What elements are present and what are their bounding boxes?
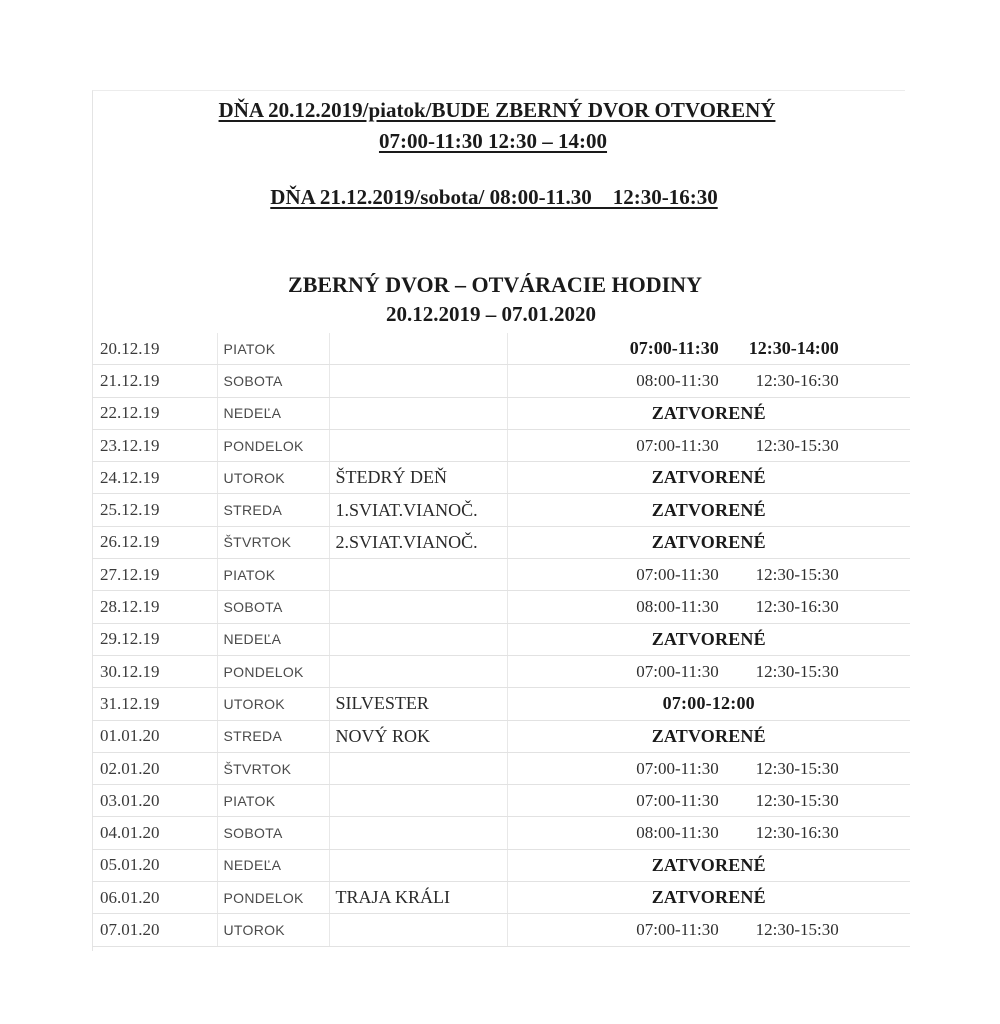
weekday-cell: STREDA — [217, 494, 329, 526]
weekday-cell: PIATOK — [217, 333, 329, 365]
hours-cell — [507, 914, 910, 946]
table-row — [92, 720, 910, 752]
morning-hours: 07:00-11:30 — [636, 919, 719, 939]
hours-cell — [507, 462, 910, 494]
weekday-cell: PIATOK — [217, 785, 329, 817]
weekday-cell: NEDEĽA — [217, 397, 329, 429]
table-row — [92, 333, 910, 365]
morning-hours: 07:00-11:30 — [629, 338, 719, 359]
date-cell: 07.01.20 — [92, 914, 217, 946]
table-row — [92, 849, 910, 881]
table-row — [92, 882, 910, 914]
weekday-cell: SOBOTA — [217, 365, 329, 397]
afternoon-hours: 12:30-14:00 — [748, 338, 839, 359]
table-row — [92, 397, 910, 429]
closed-status: ZATVORENÉ — [651, 499, 766, 520]
table-row — [92, 559, 910, 591]
hours-cell — [507, 849, 910, 881]
hours-cell — [507, 882, 910, 914]
table-row — [92, 494, 910, 526]
weekday-cell: UTOROK — [217, 914, 329, 946]
date-cell: 02.01.20 — [92, 752, 217, 784]
holiday-note-cell — [329, 365, 507, 397]
hours-cell — [507, 623, 910, 655]
hours-cell — [507, 397, 910, 429]
date-cell: 30.12.19 — [92, 655, 217, 687]
table-row — [92, 591, 910, 623]
holiday-note-cell — [329, 397, 507, 429]
date-cell: 31.12.19 — [92, 688, 217, 720]
weekday-cell: ŠTVRTOK — [217, 752, 329, 784]
holiday-note-cell — [329, 785, 507, 817]
weekday-cell: SOBOTA — [217, 817, 329, 849]
hours-cell — [507, 559, 910, 591]
hours-cell — [507, 655, 910, 687]
date-cell: 06.01.20 — [92, 882, 217, 914]
holiday-note-cell: NOVÝ ROK — [329, 720, 507, 752]
weekday-cell: STREDA — [217, 720, 329, 752]
closed-status: ZATVORENÉ — [651, 725, 766, 746]
weekday-cell: UTOROK — [217, 688, 329, 720]
date-cell: 26.12.19 — [92, 526, 217, 558]
hours-cell — [507, 785, 910, 817]
table-row — [92, 817, 910, 849]
weekday-cell: ŠTVRTOK — [217, 526, 329, 558]
weekday-cell: PONDELOK — [217, 882, 329, 914]
afternoon-hours: 12:30-16:30 — [755, 370, 839, 390]
morning-hours: 08:00-11:30 — [636, 823, 719, 843]
afternoon-hours: 12:30-15:30 — [755, 919, 839, 939]
closed-status: ZATVORENÉ — [651, 531, 766, 552]
hours-cell — [507, 333, 910, 365]
holiday-note-cell — [329, 817, 507, 849]
closed-status: ZATVORENÉ — [651, 467, 766, 488]
afternoon-hours: 12:30-15:30 — [755, 661, 839, 681]
afternoon-hours: 12:30-16:30 — [755, 823, 839, 843]
morning-hours: 08:00-11:30 — [636, 597, 719, 617]
holiday-note-cell — [329, 333, 507, 365]
table-body — [92, 333, 910, 946]
table-row — [92, 526, 910, 558]
hours-cell — [507, 752, 910, 784]
hours-cell — [507, 688, 910, 720]
hours-cell — [507, 365, 910, 397]
notice-line-1: DŇA 20.12.2019/piatok/BUDE ZBERNÝ DVOR OTVORENÝ — [218, 98, 776, 122]
date-cell: 27.12.19 — [92, 559, 217, 591]
hours-cell — [507, 494, 910, 526]
holiday-note-cell: TRAJA KRÁLI — [329, 882, 507, 914]
morning-hours: 07:00-11:30 — [636, 435, 719, 455]
closed-status: ZATVORENÉ — [651, 854, 766, 875]
closed-status: ZATVORENÉ — [651, 402, 766, 423]
date-cell: 23.12.19 — [92, 429, 217, 461]
schedule-title: ZBERNÝ DVOR – OTVÁRACIE HODINY — [288, 272, 702, 297]
table-row — [92, 914, 910, 946]
holiday-note-cell — [329, 914, 507, 946]
table-row — [92, 429, 910, 461]
table-row — [92, 623, 910, 655]
hours-cell — [507, 526, 910, 558]
weekday-cell: PIATOK — [217, 559, 329, 591]
closed-status: ZATVORENÉ — [651, 887, 766, 908]
date-cell: 05.01.20 — [92, 849, 217, 881]
holiday-note-cell — [329, 623, 507, 655]
morning-hours: 07:00-11:30 — [636, 758, 719, 778]
hours-cell — [507, 720, 910, 752]
morning-hours: 08:00-11:30 — [636, 370, 719, 390]
holiday-note-cell — [329, 591, 507, 623]
weekday-cell: PONDELOK — [217, 429, 329, 461]
date-cell: 04.01.20 — [92, 817, 217, 849]
date-cell: 25.12.19 — [92, 494, 217, 526]
holiday-note-cell — [329, 752, 507, 784]
holiday-note-cell — [329, 559, 507, 591]
holiday-note-cell — [329, 655, 507, 687]
holiday-note-cell: SILVESTER — [329, 688, 507, 720]
date-cell: 01.01.20 — [92, 720, 217, 752]
hours-cell — [507, 429, 910, 461]
notice-line-3: DŇA 21.12.2019/sobota/ 08:00-11.30 12:30-16:30 — [270, 185, 718, 209]
date-cell: 28.12.19 — [92, 591, 217, 623]
afternoon-hours: 12:30-16:30 — [755, 597, 839, 617]
closed-status: 07:00-12:00 — [662, 693, 755, 714]
date-cell: 03.01.20 — [92, 785, 217, 817]
afternoon-hours: 12:30-15:30 — [755, 564, 839, 584]
weekday-cell: SOBOTA — [217, 591, 329, 623]
notice-line-2: 07:00-11:30 12:30 – 14:00 — [378, 129, 608, 153]
holiday-note-cell — [329, 429, 507, 461]
table-row — [92, 365, 910, 397]
table-row — [92, 462, 910, 494]
table-row — [92, 688, 910, 720]
afternoon-hours: 12:30-15:30 — [755, 790, 839, 810]
schedule-period: 20.12.2019 – 07.01.2020 — [386, 302, 596, 326]
holiday-note-cell: 2.SVIAT.VIANOČ. — [329, 526, 507, 558]
date-cell: 24.12.19 — [92, 462, 217, 494]
hours-cell — [507, 817, 910, 849]
weekday-cell: PONDELOK — [217, 655, 329, 687]
morning-hours: 07:00-11:30 — [636, 790, 719, 810]
table-row — [92, 785, 910, 817]
holiday-note-cell: 1.SVIAT.VIANOČ. — [329, 494, 507, 526]
afternoon-hours: 12:30-15:30 — [755, 758, 839, 778]
closed-status: ZATVORENÉ — [651, 628, 766, 649]
table-row — [92, 752, 910, 784]
holiday-note-cell: ŠTEDRÝ DEŇ — [329, 462, 507, 494]
afternoon-hours: 12:30-15:30 — [755, 435, 839, 455]
holiday-note-cell — [329, 849, 507, 881]
weekday-cell: NEDEĽA — [217, 849, 329, 881]
date-cell: 21.12.19 — [92, 365, 217, 397]
table-row — [92, 655, 910, 687]
morning-hours: 07:00-11:30 — [636, 661, 719, 681]
hours-cell — [507, 591, 910, 623]
morning-hours: 07:00-11:30 — [636, 564, 719, 584]
opening-hours-table — [92, 333, 910, 947]
weekday-cell: NEDEĽA — [217, 623, 329, 655]
date-cell: 22.12.19 — [92, 397, 217, 429]
date-cell: 20.12.19 — [92, 333, 217, 365]
weekday-cell: UTOROK — [217, 462, 329, 494]
date-cell: 29.12.19 — [92, 623, 217, 655]
